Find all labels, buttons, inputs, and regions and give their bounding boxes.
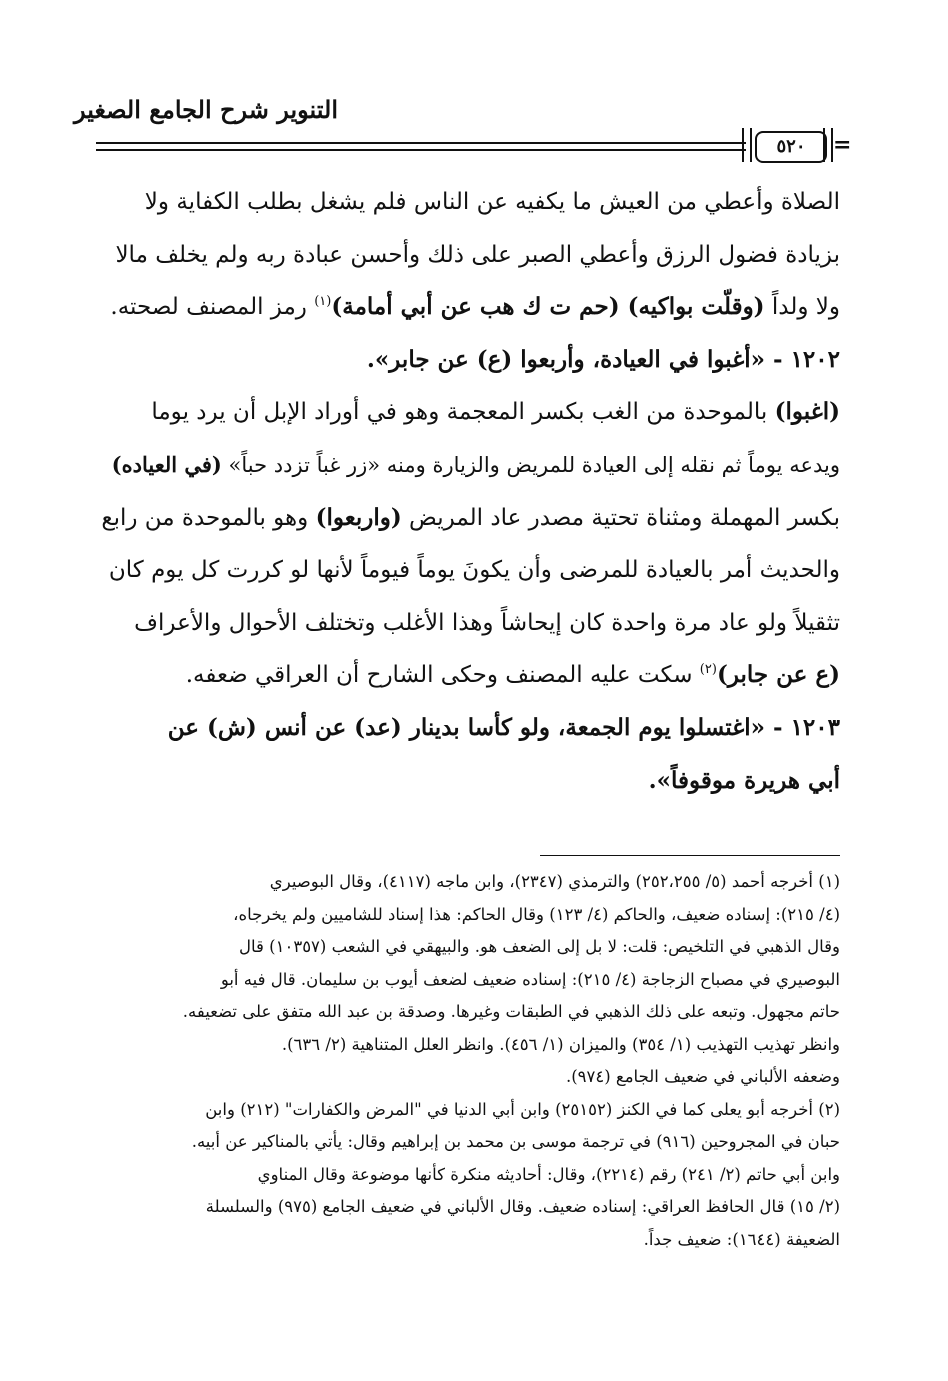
header-rule-bottom: [96, 149, 746, 151]
running-title: التنوير شرح الجامع الصغير: [74, 95, 338, 124]
footnote-1-line: وضعفه الألباني في ضعيف الجامع (٩٧٤).: [565, 1067, 840, 1086]
bold-term: (واربعوا): [315, 503, 402, 531]
footnote-1-line: (٤/ ٢١٥): إسناده ضعيف، والحاكم (٤/ ١٢٣) وقال الحاكم: هذا إسناد للشاميين ولم يخرجاه،: [233, 904, 840, 924]
text-line-2: بزيادة فضول الرزق وأعطي الصبر على ذلك وأحسن عبادة ربه ولم يخلف مالا: [115, 241, 840, 268]
main-text: [100, 176, 840, 807]
footnote-1-line: حاتم مجهول. وتبعه على ذلك الذهبي في الطبقات وغيرها. وصدقة بن عبد الله متفق على تضعيفه.: [182, 1002, 840, 1021]
footnote-2-line: وابن أبي حاتم (٢/ ٢٤١) رقم (٢٢١٤)، وقال: أحاديثه منكرة كأنها موضوعة وقال المناوي: [257, 1164, 840, 1184]
footnote-2-line: (٢/ ١٥) قال الحافظ العراقي: إسناده ضعيف. وقال الألباني في ضعيف الجامع (٩٧٥) والسلسلة: [205, 1197, 840, 1216]
footnote-ref-1: (١): [314, 294, 332, 310]
footnote-2-line: الضعيفة (١٦٤٤): ضعيف جداً.: [643, 1229, 840, 1249]
page-number: ٥٢٠: [755, 131, 827, 163]
bold-term: (اغبوا): [774, 398, 840, 426]
text-line-1: الصلاة وأعطي من العيش ما يكفيه عن الناس فلم يشغل بطلب الكفاية ولا: [144, 189, 840, 215]
hadith-1202-heading: ١٢٠٢ - «أغبوا في العيادة، وأربعوا (ع) عن جابر».: [366, 345, 840, 373]
text-line-7: [100, 492, 840, 545]
text-span: بالموحدة من الغب بكسر المعجمة وهو في أوراد الإبل أن يرد يوما: [151, 399, 775, 426]
text-span: وهو بالموحدة من رابع: [101, 504, 316, 531]
footnote-1-line: وقال الذهبي في التلخيص: قلت: لا بل إلى الضعف هو. والبيهقي في الشعب (١٠٣٥٧) قال: [239, 937, 840, 956]
footnote-separator: [540, 855, 840, 856]
bold-term: (في العياده): [111, 451, 222, 477]
bold-citation: (وقلّت بواكيه) (حم ت ك هب عن أبي أمامة): [331, 293, 765, 321]
text-span: سكت عليه المصنف وحكى الشارح أن العراقي ضعفه.: [185, 662, 700, 689]
text-line-3: [100, 281, 840, 334]
footnote-ref-2: (٢): [699, 662, 717, 678]
text-line-9: تثقيلاً ولو عاد مرة واحدة كان إيحاشاً وهذا الأغلب وتختلف الأحوال والأعراف: [134, 609, 840, 636]
text-line-6: [100, 439, 840, 492]
footnote-2-line: حبان في المجروحين (٩١٦) في ترجمة موسى بن محمد بن إبراهيم وقال: يأتي بالمناكير عن أبيه.: [191, 1132, 840, 1151]
header-edge-mark: =: [833, 132, 852, 158]
footnote-1-line: البوصيري في مصباح الزجاجة (٤/ ٢١٥): إسناده ضعيف لضعف أيوب بن سليمان. قال فيه أبو: [220, 969, 840, 989]
footnote-1-line: (١) أخرجه أحمد (٥/ ٢٥٢،٢٥٥) والترمذي (٢٣٤٧)، وابن ماجه (٤١١٧)، وقال البوصيري: [269, 872, 840, 891]
bold-citation: (ع عن جابر): [716, 661, 840, 689]
footnotes: [100, 866, 840, 1256]
footnote-2-line: (٢) أخرجه أبو يعلى كما في الكنز (٢٥١٥٢) وابن أبي الدنيا في "المرض والكفارات" (٢١٢) وابن: [205, 1099, 840, 1119]
text-span: ويدعه يوماً ثم نقله إلى العيادة للمريض والزيارة ومنه «زر غباً تزدد حباً»: [221, 452, 840, 477]
text-line-10: [100, 649, 840, 702]
text-line-8: والحديث أمر بالعيادة للمرضى وأن يكونَ يوماً فيوماً لأنها لو كررت كل يوم كان: [108, 557, 840, 584]
hadith-1203-heading-cont: أبي هريرة موقوفاً».: [648, 766, 840, 794]
text-span: ولا ولداً: [764, 294, 840, 321]
text-span: بكسر المهملة ومثناة تحتية مصدر عاد المريض: [401, 504, 840, 531]
page-number-frame-left: [742, 128, 752, 162]
footnote-1-line: وانظر تهذيب التهذيب (١/ ٣٥٤) والميزان (١/ ٤٥٦). وانظر العلل المتناهية (٢/ ٦٣٦).: [281, 1034, 840, 1054]
header-rule-top: [96, 142, 746, 144]
hadith-1203-heading: ١٢٠٣ - «اغتسلوا يوم الجمعة، ولو كأسا بدينار (عد) عن أنس (ش) عن: [167, 713, 840, 741]
text-span: رمز المصنف لصحته.: [110, 294, 315, 321]
text-line-5: [100, 386, 840, 439]
